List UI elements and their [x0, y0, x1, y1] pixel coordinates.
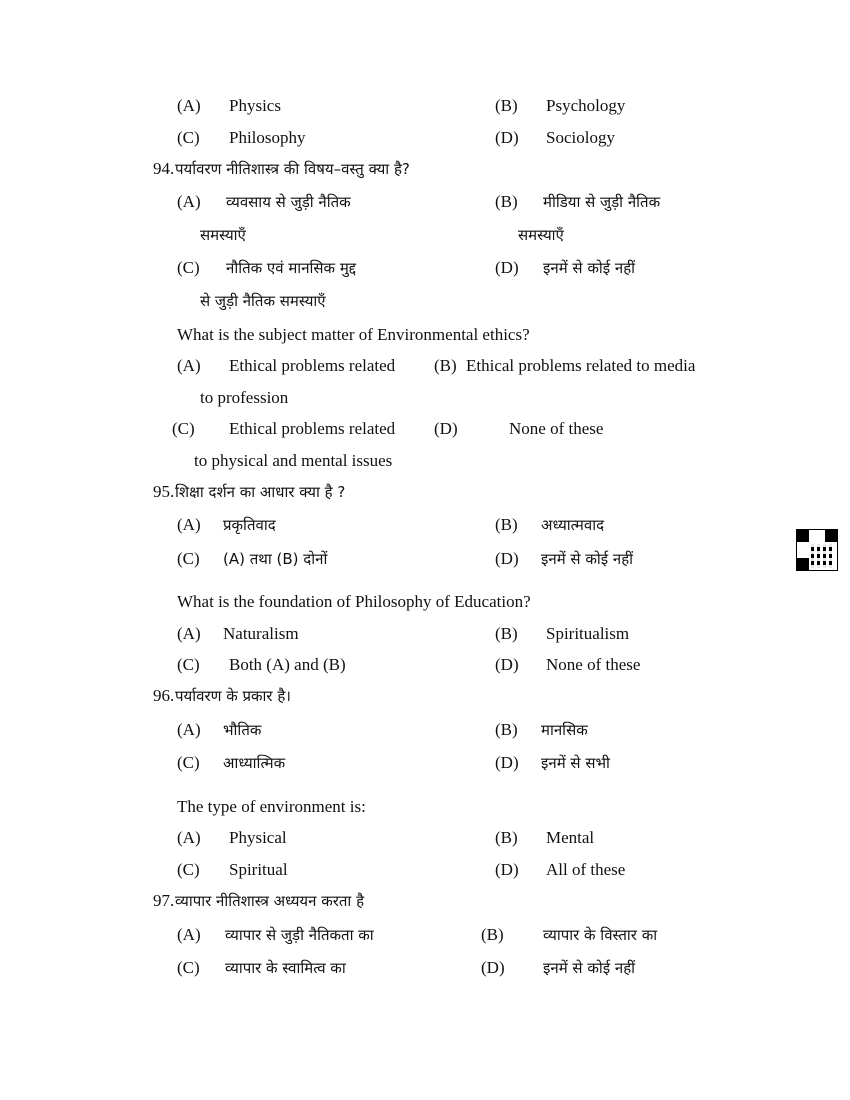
- option-text: Ethical problems related to media: [466, 356, 696, 375]
- option-text: प्रकृतिवाद: [223, 516, 276, 534]
- option-label: (A): [177, 356, 201, 375]
- option-text: आध्यात्मिक: [223, 754, 286, 772]
- option-label: (D): [495, 753, 519, 772]
- option-label: (B): [495, 720, 518, 739]
- option-text: None of these: [509, 419, 604, 438]
- option-text: (A) तथा (B) दोनों: [223, 550, 328, 568]
- question-text-hindi: शिक्षा दर्शन का आधार क्या है ?: [175, 483, 346, 501]
- option-text: इनमें से कोई नहीं: [543, 259, 636, 277]
- option-text: All of these: [546, 860, 626, 879]
- question-number: 96.: [153, 686, 175, 705]
- question-number: 97.: [153, 891, 175, 910]
- option-label: (A): [177, 925, 201, 944]
- option-text: नौतिक एवं मानसिक मुद्द: [226, 259, 357, 277]
- option-text: Psychology: [546, 96, 626, 115]
- option-text: इनमें से सभी: [541, 754, 610, 772]
- option-text: Physical: [229, 828, 287, 847]
- option-label: (A): [177, 720, 201, 739]
- option-text: भौतिक: [223, 721, 262, 739]
- option-text: Physics: [229, 96, 281, 115]
- option-label: (A): [177, 96, 201, 115]
- option-text: समस्याएँ: [518, 226, 564, 244]
- option-text: समस्याएँ: [200, 226, 246, 244]
- option-label: (D): [495, 258, 519, 277]
- option-label: (B): [495, 96, 518, 115]
- option-text: Ethical problems related: [229, 356, 396, 375]
- option-label: (D): [434, 419, 458, 438]
- option-label: (B): [495, 515, 518, 534]
- option-text: व्यवसाय से जुड़ी नैतिक: [226, 193, 351, 211]
- option-text: None of these: [546, 655, 641, 674]
- option-label: (A): [177, 624, 201, 643]
- question-text-hindi: व्यापार नीतिशास्त्र अध्ययन करता है: [175, 892, 365, 910]
- option-label: (B): [495, 624, 518, 643]
- option-label: (C): [172, 419, 195, 438]
- option-label: (C): [177, 549, 200, 568]
- option-label: (B): [481, 925, 504, 944]
- option-text: अध्यात्मवाद: [541, 516, 605, 534]
- option-text: to physical and mental issues: [194, 451, 393, 470]
- option-text: to profession: [200, 388, 289, 407]
- option-label: (C): [177, 958, 200, 977]
- option-label: (C): [177, 128, 200, 147]
- option-text: व्यापार के स्वामित्व का: [225, 959, 346, 977]
- option-text: इनमें से कोई नहीं: [543, 959, 636, 977]
- option-label: (C): [177, 655, 200, 674]
- option-label: (D): [481, 958, 505, 977]
- option-text: इनमें से कोई नहीं: [541, 550, 634, 568]
- question-number: 94.: [153, 159, 175, 178]
- option-label: (D): [495, 655, 519, 674]
- option-text: मीडिया से जुड़ी नैतिक: [543, 193, 661, 211]
- option-label: (D): [495, 860, 519, 879]
- question-text-english: What is the subject matter of Environmental ethics?: [177, 325, 530, 344]
- option-text: Spiritualism: [546, 624, 630, 643]
- qr-code-icon: [797, 530, 837, 570]
- option-label: (D): [495, 549, 519, 568]
- option-label: (D): [495, 128, 519, 147]
- option-text: मानसिक: [541, 721, 588, 739]
- question-text-english: What is the foundation of Philosophy of Education?: [177, 592, 531, 611]
- option-text: Naturalism: [223, 624, 299, 643]
- option-text: Ethical problems related: [229, 419, 396, 438]
- option-label: (C): [177, 860, 200, 879]
- option-text: Philosophy: [229, 128, 306, 147]
- option-label: (A): [177, 192, 201, 211]
- option-text: Mental: [546, 828, 595, 847]
- option-text: व्यापार से जुड़ी नैतिकता का: [225, 926, 374, 944]
- option-label: (A): [177, 828, 201, 847]
- option-text: व्यापार के विस्तार का: [543, 926, 658, 944]
- question-text-english: The type of environment is:: [177, 797, 366, 816]
- option-label: (B): [495, 192, 518, 211]
- option-label: (A): [177, 515, 201, 534]
- option-text: Both (A) and (B): [229, 655, 346, 674]
- option-label: (B): [434, 356, 457, 375]
- option-text: से जुड़ी नैतिक समस्याएँ: [200, 292, 326, 310]
- question-text-hindi: पर्यावरण नीतिशास्त्र की विषय–वस्तु क्या है?: [175, 160, 410, 178]
- option-text: Sociology: [546, 128, 615, 147]
- question-text-hindi: पर्यावरण के प्रकार है।: [175, 687, 291, 705]
- option-text: Spiritual: [229, 860, 288, 879]
- question-number: 95.: [153, 482, 175, 501]
- option-label: (B): [495, 828, 518, 847]
- option-label: (C): [177, 258, 200, 277]
- option-label: (C): [177, 753, 200, 772]
